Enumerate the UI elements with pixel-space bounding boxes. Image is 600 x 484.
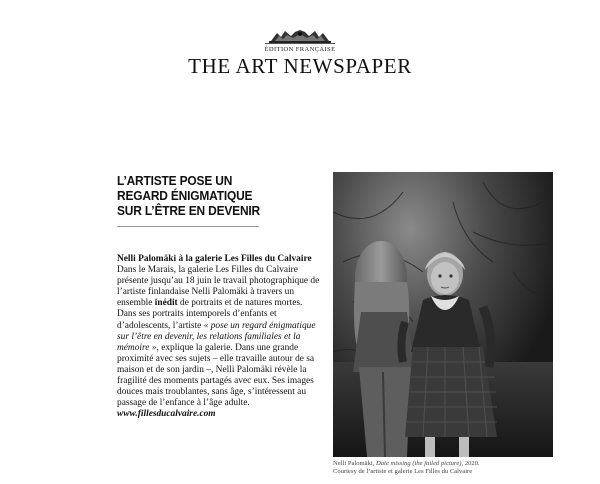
body-text: Dans le Marais, la galerie Les Filles du Calvaire présente jusqu’au 18 juin le travail photographique de l’artiste finlandaise Nelli Palomäki à travers un ensemble (117, 265, 320, 309)
headline-line: SUR L’ÊTRE EN DEVENIR (117, 203, 261, 218)
newspaper-title: THE ART NEWSPAPER (188, 54, 412, 78)
caption-credit: Courtesy de l’artiste et galerie Les Filles du Calvaire (333, 468, 473, 476)
photo-illustration (333, 172, 553, 457)
caption-artist: Nelli Palomäki, (333, 460, 377, 467)
article-body (117, 254, 323, 420)
body-text: de portraits et de natures mortes. Dans ses portraits intemporels d’enfants et d’adolescents, l’artiste (117, 298, 303, 331)
caption-line (333, 460, 573, 468)
body-quote: « pose un regard énigmatique sur l’être en devenir, les relations familiales et la mémoire » (117, 320, 316, 353)
caption-title: Date missing (the failed picture) (376, 460, 462, 467)
edition-label: ÉDITION FRANÇAISE (264, 46, 336, 53)
masthead (0, 28, 600, 77)
article-headline (117, 173, 273, 218)
headline-line: REGARD ÉNIGMATIQUE (117, 188, 253, 203)
article-lead: Nelli Palomäki à la galerie Les Filles du Calvaire (117, 254, 312, 264)
photo-caption (333, 460, 573, 476)
article-paragraph (117, 265, 323, 409)
caption-year: , 2020. (461, 460, 480, 467)
headline-line: L’ARTISTE POSE UN (117, 173, 233, 188)
headline-divider (117, 226, 259, 227)
body-text: , explique la galerie. Dans une grande proximité avec ses sujets – elle travaille autour de sa maison et de son jardin –, Nelli Palomäki révèle la fragilité des moments partagés avec eux. Ses images douces mais troublantes, sans âge, s’intéressent au passage de l’enfance à l’âge adulte. (117, 342, 315, 409)
gallery-link[interactable]: www.fillesducalvaire.com (117, 409, 216, 420)
newspaper-crest-icon (265, 28, 335, 46)
body-emphasis: inédit (154, 298, 178, 309)
artwork-photo (333, 172, 553, 457)
